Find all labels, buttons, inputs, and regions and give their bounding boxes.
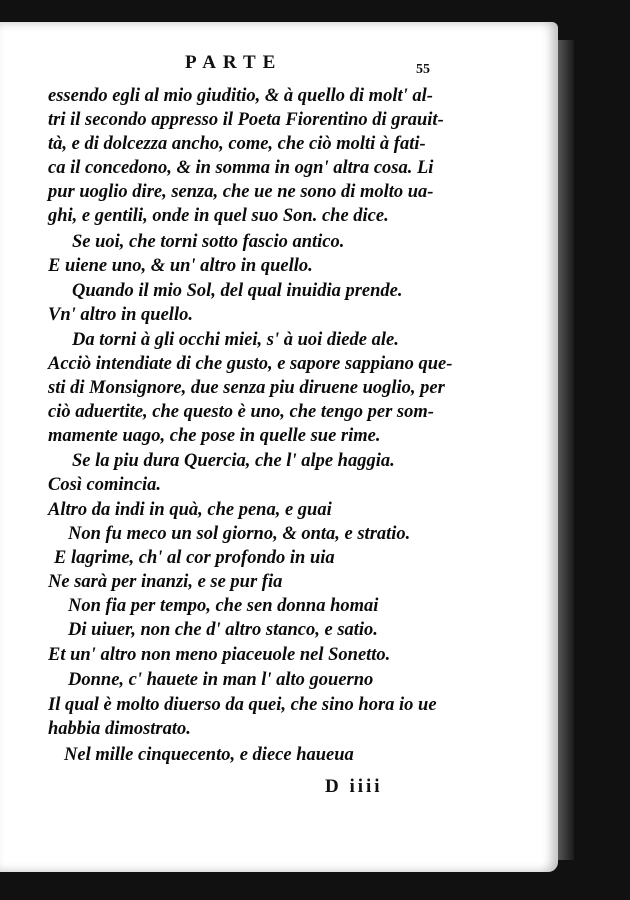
text-line: ca il concedono, & in somma in ogn' altra cosa. Li	[48, 158, 434, 178]
verse-line: Se uoi, che torni sotto fascio antico.	[72, 232, 345, 252]
verse-line: Nel mille cinquecento, e diece haueua	[64, 745, 354, 765]
text-line: Et un' altro non meno piaceuole nel Sonetto.	[48, 645, 391, 665]
text-line: Vn' altro in quello.	[48, 305, 193, 325]
text-line: habbia dimostrato.	[48, 719, 191, 739]
verse-line: Ne sarà per inanzi, e se pur fia	[48, 572, 283, 592]
text-line: ghi, e gentili, onde in quel suo Son. che dice.	[48, 206, 389, 226]
verse-line: Di uiuer, non che d' altro stanco, e satio.	[68, 620, 378, 640]
text-line: Acciò intendiate di che gusto, e sapore sappiano que-	[48, 354, 453, 374]
text-line: tà, e di dolcezza ancho, come, che ciò molti à fati-	[48, 134, 426, 154]
verse-line: Non fia per tempo, che sen donna homai	[68, 596, 379, 616]
text-line: mamente uago, che pose in quelle sue rime.	[48, 426, 381, 446]
text-line: tri il secondo appresso il Poeta Fiorentino di grauit-	[48, 110, 444, 130]
text-line: sti di Monsignore, due senza piu diruene uoglio, per	[48, 378, 445, 398]
verse-line: Quando il mio Sol, del qual inuidia prende.	[72, 281, 403, 301]
running-head: PARTE	[185, 52, 283, 73]
text-line: E uiene uno, & un' altro in quello.	[48, 256, 313, 276]
text-line: essendo egli al mio giuditio, & à quello di molt' al-	[48, 86, 433, 106]
verse-line: Donne, c' hauete in man l' alto gouerno	[68, 670, 374, 690]
text-line: ciò aduertite, che questo è uno, che tengo per som-	[48, 402, 434, 422]
verse-line: E lagrime, ch' al cor profondo in uia	[54, 548, 335, 568]
signature-mark: D iiii	[325, 776, 383, 797]
verse-line: Se la piu dura Quercia, che l' alpe haggia.	[72, 451, 395, 471]
text-line: Il qual è molto diuerso da quei, che sino hora io ue	[48, 695, 437, 715]
text-line: Così comincia.	[48, 475, 162, 495]
text-line: pur uoglio dire, senza, che ue ne sono di molto ua-	[48, 182, 434, 202]
verse-line: Non fu meco un sol giorno, & onta, e stratio.	[68, 524, 411, 544]
verse-line: Da torni à gli occhi miei, s' à uoi diede ale.	[72, 330, 399, 350]
page-number: 55	[416, 62, 430, 77]
verse-line: Altro da indi in quà, che pena, e guai	[48, 500, 332, 520]
